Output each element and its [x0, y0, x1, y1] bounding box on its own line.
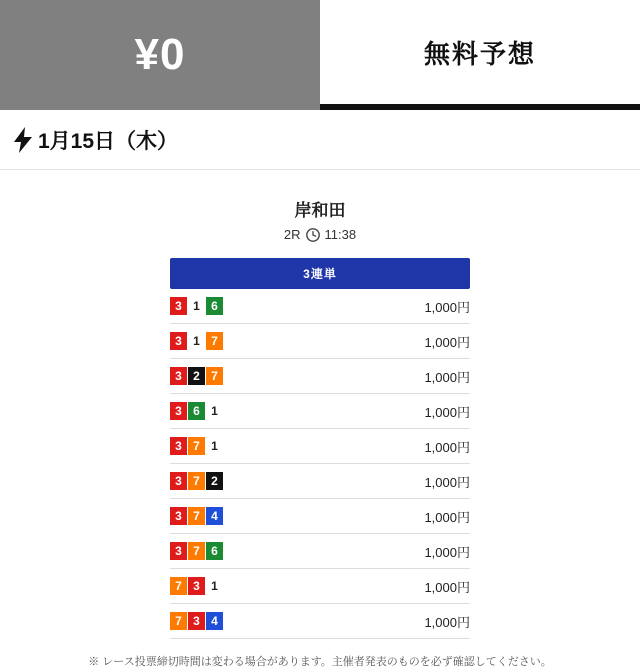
- race-card: [0, 170, 640, 639]
- combination-numbers: [170, 367, 223, 385]
- number-chip: 3: [170, 402, 187, 420]
- number-chip: 1: [206, 402, 223, 420]
- bet-amount: 1,000円: [424, 369, 470, 385]
- number-chip: 2: [188, 367, 205, 385]
- entry-row: [170, 324, 470, 359]
- combination-numbers: [170, 297, 223, 315]
- entry-row: [170, 289, 470, 324]
- entry-row: [170, 429, 470, 464]
- bet-amount: 1,000円: [424, 439, 470, 455]
- combination-numbers: [170, 472, 223, 490]
- bolt-icon: [12, 127, 34, 153]
- number-chip: 3: [188, 577, 205, 595]
- number-chip: 7: [188, 507, 205, 525]
- entry-row: [170, 569, 470, 604]
- bet-amount: 1,000円: [424, 334, 470, 350]
- entry-row: [170, 534, 470, 569]
- combination-numbers: [170, 332, 223, 350]
- entry-row: [170, 464, 470, 499]
- number-chip: 1: [206, 437, 223, 455]
- number-chip: 3: [170, 507, 187, 525]
- race-meta: [0, 227, 640, 242]
- number-chip: 7: [170, 577, 187, 595]
- footer-note: ※ レース投票締切時間は変わる場合があります。主催者発表のものを必ず確認してください。: [88, 656, 552, 668]
- number-chip: 3: [188, 612, 205, 630]
- number-chip: 6: [206, 297, 223, 315]
- combination-numbers: [170, 507, 223, 525]
- bet-amount: 1,000円: [424, 404, 470, 420]
- bet-amount: 1,000円: [424, 299, 470, 315]
- combination-numbers: [170, 402, 223, 420]
- number-chip: 7: [188, 437, 205, 455]
- number-chip: 2: [206, 472, 223, 490]
- number-chip: 7: [206, 367, 223, 385]
- entry-row: [170, 604, 470, 639]
- number-chip: 1: [206, 577, 223, 595]
- number-chip: 4: [206, 612, 223, 630]
- combination-numbers: [170, 577, 223, 595]
- bet-amount: 1,000円: [424, 544, 470, 560]
- number-chip: 3: [170, 332, 187, 350]
- entry-row: [170, 499, 470, 534]
- number-chip: 3: [170, 437, 187, 455]
- bet-amount: 1,000円: [424, 614, 470, 630]
- number-chip: 6: [188, 402, 205, 420]
- number-chip: 6: [206, 542, 223, 560]
- number-chip: 7: [206, 332, 223, 350]
- date-bar: [0, 110, 640, 170]
- combination-numbers: [170, 437, 223, 455]
- price-label: ¥0: [134, 30, 186, 79]
- clock-icon: [306, 228, 320, 242]
- combination-numbers: [170, 612, 223, 630]
- number-chip: 7: [170, 612, 187, 630]
- date-label: 1月15日（木）: [38, 129, 179, 153]
- entry-list: [170, 289, 470, 639]
- promo-banner: [0, 0, 640, 110]
- bet-amount: 1,000円: [424, 509, 470, 525]
- post-time: 11:38: [324, 227, 357, 242]
- number-chip: 3: [170, 472, 187, 490]
- number-chip: 4: [206, 507, 223, 525]
- number-chip: 3: [170, 542, 187, 560]
- bet-amount: 1,000円: [424, 474, 470, 490]
- race-number: 2R: [283, 227, 301, 242]
- price-panel: [0, 0, 320, 110]
- free-prediction-label: 無料予想: [423, 38, 536, 69]
- bet-type-header: 3連単: [170, 258, 470, 289]
- number-chip: 1: [188, 297, 205, 315]
- free-prediction-panel: [320, 0, 640, 110]
- combination-numbers: [170, 542, 223, 560]
- entry-row: [170, 359, 470, 394]
- bet-amount: 1,000円: [424, 579, 470, 595]
- entry-row: [170, 394, 470, 429]
- venue-name: 岸和田: [294, 201, 346, 220]
- number-chip: 7: [188, 472, 205, 490]
- number-chip: 7: [188, 542, 205, 560]
- number-chip: 3: [170, 367, 187, 385]
- number-chip: 3: [170, 297, 187, 315]
- number-chip: 1: [188, 332, 205, 350]
